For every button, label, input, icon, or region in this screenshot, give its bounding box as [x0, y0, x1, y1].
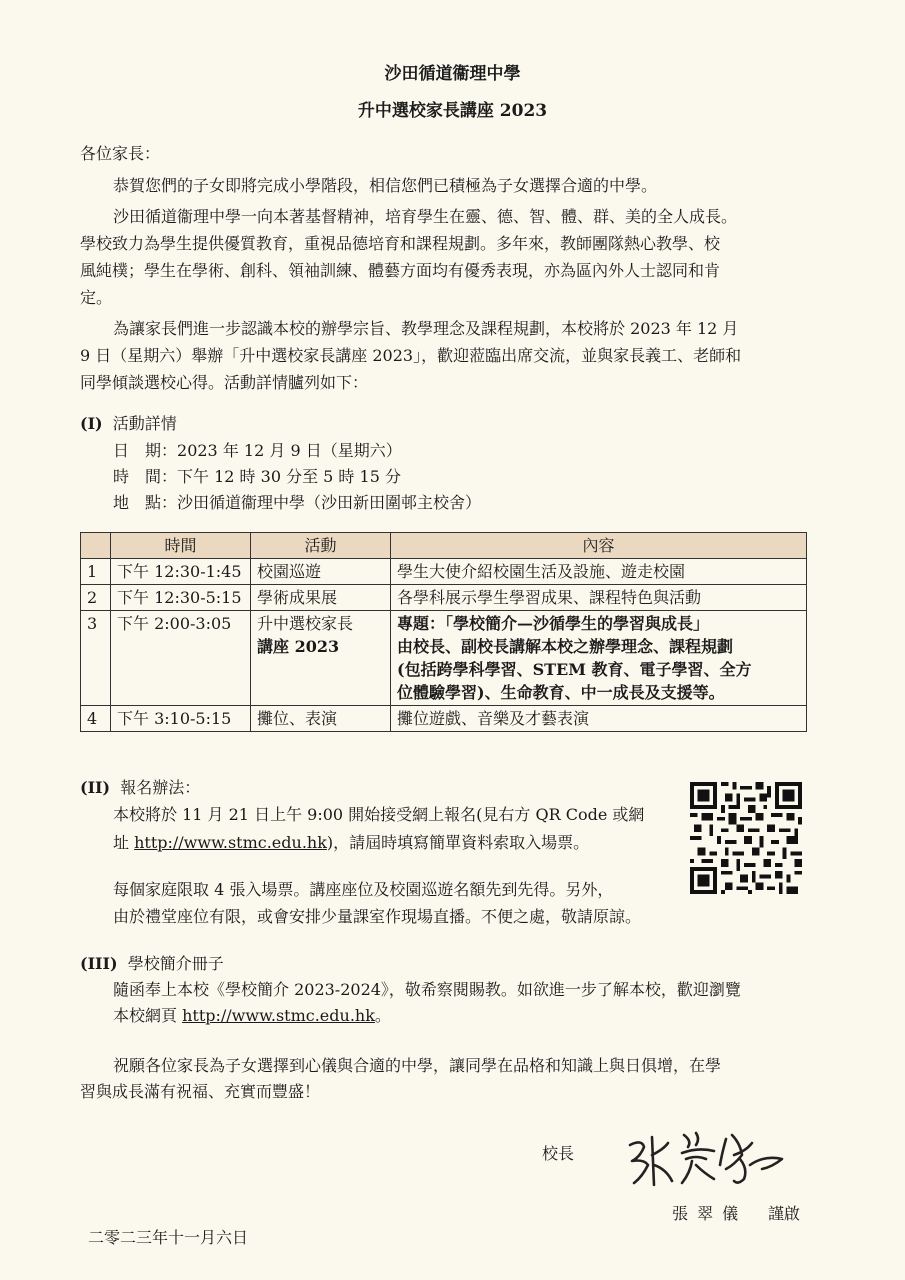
registration-line: 本校將於 11 月 21 日上午 9:00 開始接受網上報名(見右方 QR Code 或網 — [113, 805, 645, 824]
row-content: 各學科展示學生學習成果、課程特色與活動 — [391, 585, 807, 611]
paragraph-line: 沙田循道衞理中學一向本著基督精神，培育學生在靈、德、智、體、群、美的全人成長。 — [113, 207, 738, 226]
qr-code-icon[interactable] — [690, 782, 802, 894]
detail-date — [113, 437, 402, 465]
section-title: 活動詳情 — [112, 414, 177, 433]
row-time: 下午 2:00-3:05 — [111, 611, 251, 706]
brochure-line: 隨函奉上本校《學校簡介 2023-2024》，敬希察閱賜教。如欲進一步了解本校，歡迎瀏覽 — [113, 980, 741, 999]
table-row — [81, 611, 807, 706]
registration-line — [113, 829, 589, 857]
section-number: (I) — [80, 414, 103, 433]
section-title: 報名辦法： — [120, 778, 201, 797]
table-row — [81, 559, 807, 585]
content-line: 位體驗學習)、生命教育、中一成長及支援等。 — [397, 683, 725, 702]
activity-line: 升中選校家長 — [257, 614, 354, 633]
school-website-link[interactable]: http://www.stmc.edu.hk — [182, 1006, 375, 1025]
text: )，請屆時填寫簡單資料索取入場票。 — [326, 833, 590, 852]
paragraph-line: 同學傾談選校心得。活動詳情臚列如下： — [80, 373, 369, 392]
registration-line: 每個家庭限取 4 張入場票。講座座位及校園巡遊名額先到先得。另外， — [113, 880, 614, 899]
text: 址 — [113, 833, 135, 852]
table-header-row — [81, 533, 807, 559]
closing-line: 習與成長滿有祝福、充實而豐盛！ — [80, 1082, 321, 1101]
section-title: 學校簡介冊子 — [127, 954, 224, 973]
row-content: 攤位遊戲、音樂及才藝表演 — [391, 706, 807, 732]
text: 本校網頁 — [113, 1006, 183, 1025]
row-activity: 攤位、表演 — [251, 706, 391, 732]
schedule-table — [80, 532, 807, 732]
letter-date: 二零二三年十一月六日 — [88, 1228, 249, 1247]
row-activity: 學術成果展 — [251, 585, 391, 611]
activity-line: 講座 2023 — [257, 637, 340, 656]
table-header: 時間 — [111, 533, 251, 559]
content-line: (包括跨學科學習、STEM 教育、電子學習、全方 — [397, 660, 752, 679]
row-content — [391, 611, 807, 706]
detail-value: 2023 年 12 月 9 日（星期六） — [177, 441, 402, 460]
school-website-link[interactable]: http://www.stmc.edu.hk — [134, 833, 327, 852]
table-header: 活動 — [251, 533, 391, 559]
row-time: 下午 3:10-5:15 — [111, 706, 251, 732]
table-row — [81, 585, 807, 611]
detail-label: 日 期： — [113, 441, 178, 460]
section-number: (II) — [80, 778, 111, 797]
detail-label: 時 間： — [113, 467, 178, 486]
row-content: 學生大使介紹校園生活及設施、遊走校園 — [391, 559, 807, 585]
paragraph-line: 恭賀您們的子女即將完成小學階段，相信您們已積極為子女選擇合適的中學。 — [113, 176, 658, 195]
closing-word: 謹啟 — [768, 1204, 801, 1223]
paragraph-line: 定。 — [80, 288, 113, 307]
closing-line: 祝願各位家長為子女選擇到心儀與合適的中學，讓同學在品格和知識上與日俱增，在學 — [113, 1056, 722, 1075]
detail-value: 下午 12 時 30 分至 5 時 15 分 — [177, 467, 401, 486]
brochure-line — [113, 1002, 391, 1030]
detail-time — [113, 463, 401, 491]
content-line: 由校長、副校長講解本校之辦學理念、課程規劃 — [397, 637, 734, 656]
paragraph-line: 風純樸；學生在學術、創科、領袖訓練、體藝方面均有優秀表現，亦為區內外人士認同和肯 — [80, 261, 721, 280]
table-row — [81, 706, 807, 732]
row-activity: 校園巡遊 — [251, 559, 391, 585]
principal-name: 張 翠 儀 — [672, 1204, 741, 1223]
detail-label: 地 點： — [113, 493, 178, 512]
handwritten-signature — [622, 1125, 792, 1193]
section-1-heading — [80, 410, 177, 438]
detail-value: 沙田循道衞理中學（沙田新田圍邨主校舍） — [177, 493, 482, 512]
paragraph-line: 學校致力為學生提供優質教育，重視品德培育和課程規劃。多年來，教師團隊熱心教學、校 — [80, 234, 721, 253]
registration-line: 由於禮堂座位有限，或會安排少量課室作現場直播。不便之處，敬請原諒。 — [113, 907, 642, 926]
table-header: 內容 — [391, 533, 807, 559]
row-number: 1 — [81, 559, 111, 585]
principal-title: 校長 — [542, 1144, 575, 1163]
event-title: 升中選校家長講座 2023 — [357, 101, 548, 121]
row-time: 下午 12:30-5:15 — [111, 585, 251, 611]
content-line: 專題：「學校簡介—沙循學生的學習與成長」 — [397, 614, 710, 633]
row-time: 下午 12:30-1:45 — [111, 559, 251, 585]
section-3-heading — [80, 950, 224, 978]
paragraph-line: 9 日（星期六）舉辦「升中選校家長講座 2023」，歡迎蒞臨出席交流，並與家長義工、老師和 — [80, 346, 742, 365]
paragraph-line: 為讓家長們進一步認識本校的辦學宗旨、教學理念及課程規劃，本校將於 2023 年 12 月 — [113, 319, 739, 338]
row-activity — [251, 611, 391, 706]
school-name: 沙田循道衞理中學 — [384, 64, 521, 84]
row-number: 4 — [81, 706, 111, 732]
row-number: 3 — [81, 611, 111, 706]
salutation: 各位家長： — [80, 144, 161, 163]
detail-venue — [113, 489, 481, 517]
section-number: (III) — [80, 954, 118, 973]
section-2-heading — [80, 774, 200, 802]
row-number: 2 — [81, 585, 111, 611]
table-header — [81, 533, 111, 559]
text: 。 — [374, 1006, 391, 1025]
